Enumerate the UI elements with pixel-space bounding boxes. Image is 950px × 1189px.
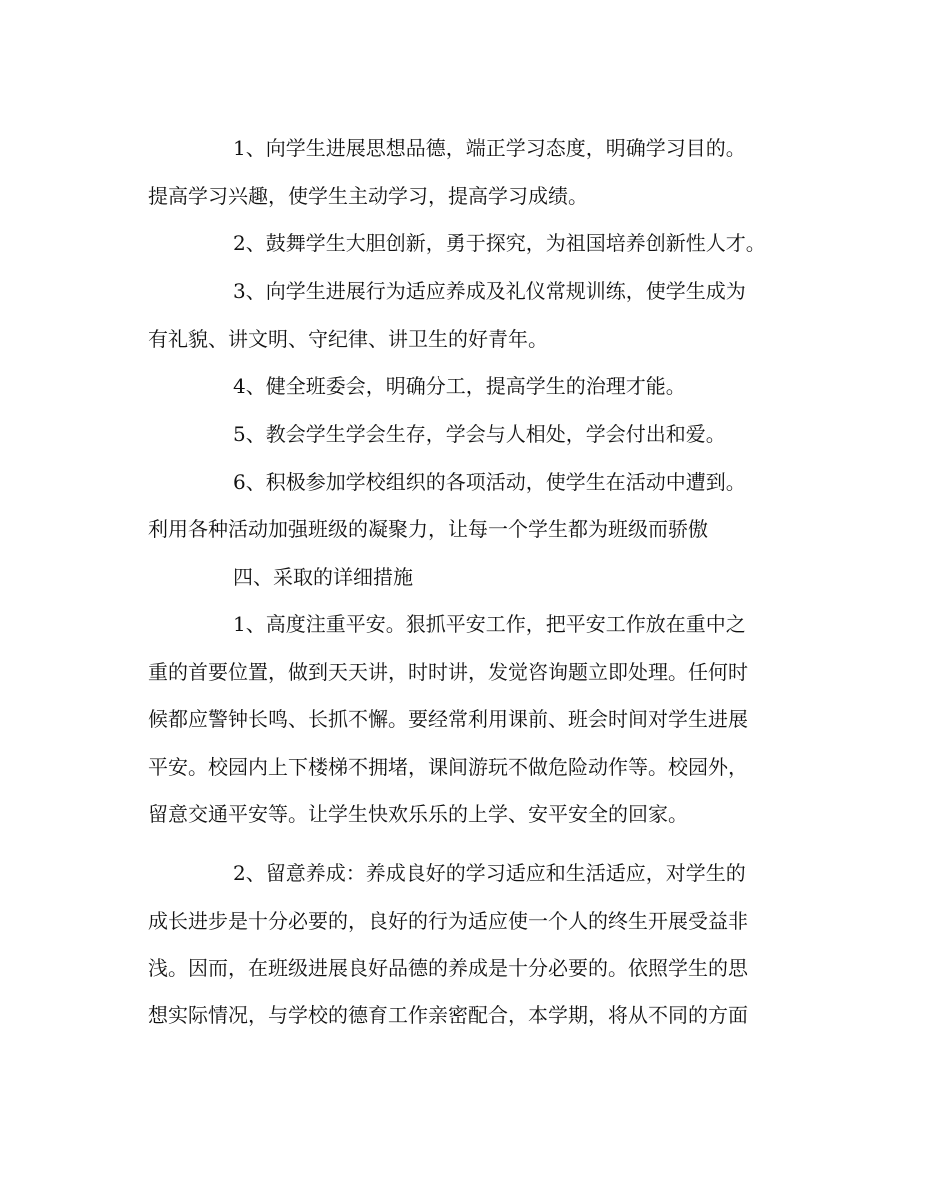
paragraph-line: 成长进步是十分必要的，良好的行为适应使一个人的终生开展受益非: [148, 909, 748, 933]
paragraph-line: 有礼貌、讲文明、守纪律、讲卫生的好青年。: [148, 327, 548, 351]
paragraph-line: 1、向学生进展思想品德，端正学习态度，明确学习目的。: [233, 136, 746, 160]
paragraph-line: 重的首要位置，做到天天讲，时时讲，发觉咨询题立即处理。任何时: [148, 660, 748, 684]
paragraph-line: 5、教会学生学会生存，学会与人相处，学会付出和爱。: [233, 422, 726, 446]
paragraph-line: 候都应警钟长鸣、长抓不懈。要经常利用课前、班会时间对学生进展: [148, 707, 748, 731]
paragraph-line: 2、留意养成：养成良好的学习适应和生活适应，对学生的: [233, 861, 746, 885]
paragraph-line: 利用各种活动加强班级的凝聚力，让每一个学生都为班级而骄傲: [148, 517, 708, 541]
paragraph-line: 2、鼓舞学生大胆创新，勇于探究，为祖国培养创新性人才。: [233, 231, 766, 255]
paragraph-line: 4、健全班委会，明确分工，提高学生的治理才能。: [233, 374, 686, 398]
paragraph-line: 平安。校园内上下楼梯不拥堵，课间游玩不做危险动作等。校园外，: [148, 755, 748, 779]
paragraph-line: 3、向学生进展行为适应养成及礼仪常规训练，使学生成为: [233, 279, 746, 303]
paragraph-line: 浅。因而，在班级进展良好品德的养成是十分必要的。依照学生的思: [148, 956, 748, 980]
paragraph-line: 6、积极参加学校组织的各项活动，使学生在活动中遭到。: [233, 470, 746, 494]
paragraph-line: 留意交通平安等。让学生快欢乐乐的上学、安平安全的回家。: [148, 802, 688, 826]
section-heading: 四、采取的详细措施: [233, 565, 413, 589]
paragraph-line: 想实际情况，与学校的德育工作亲密配合，本学期，将从不同的方面: [148, 1003, 748, 1027]
paragraph-line: 1、高度注重平安。狠抓平安工作，把平安工作放在重中之: [233, 612, 746, 636]
paragraph-line: 提高学习兴趣，使学生主动学习，提高学习成绩。: [148, 184, 588, 208]
